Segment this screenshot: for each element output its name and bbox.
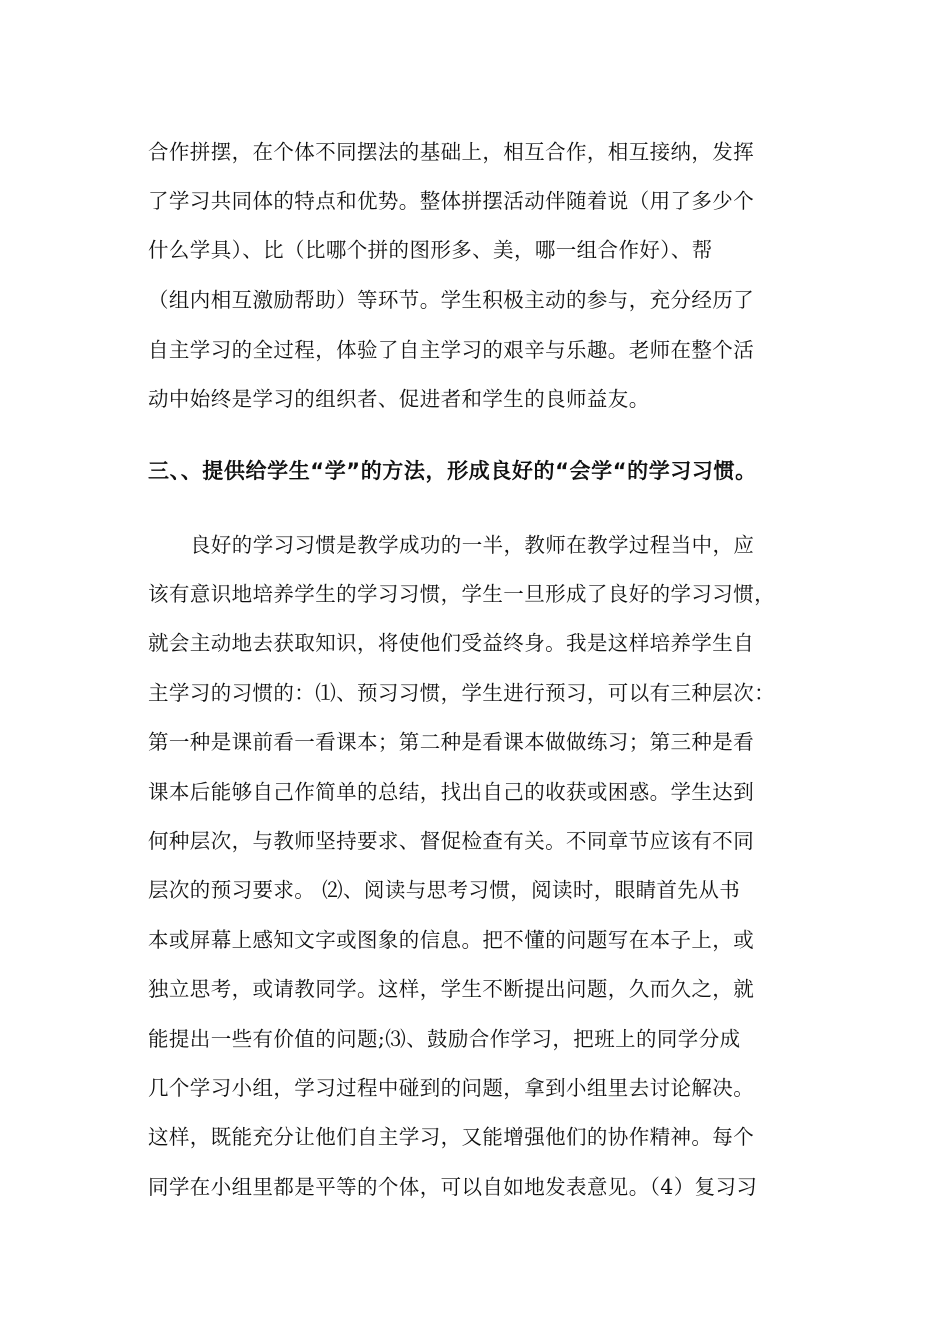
paragraph-line: 了学习共同体的特点和优势。整体拼摆活动伴随着说（用了多少个: [148, 189, 755, 213]
section-heading: 三、、提供给学生“学”的方法，形成良好的“会学“的学习习惯。: [148, 459, 757, 483]
paragraph-line: 独立思考，或请教同学。这样，学生不断提出问题，久而久之，就: [148, 977, 755, 1001]
paragraph-line: 几个学习小组，学习过程中碰到的问题，拿到小组里去讨论解决。: [148, 1076, 755, 1100]
paragraph-line: 良好的学习习惯是教学成功的一半，教师在教学过程当中，应: [190, 533, 755, 557]
paragraph-line: 合作拼摆，在个体不同摆法的基础上，相互合作，相互接纳，发挥: [148, 140, 755, 164]
paragraph-line: 这样，既能充分让他们自主学习，又能增强他们的协作精神。每个: [148, 1125, 755, 1149]
paragraph-line: 动中始终是学习的组织者、促进者和学生的良师益友。: [148, 387, 650, 411]
paragraph-line: 主学习的习惯的：⑴、预习习惯，学生进行预习，可以有三种层次：: [148, 681, 775, 705]
paragraph-line: 层次的预习要求。 ⑵、阅读与思考习惯，阅读时，眼睛首先从书: [148, 878, 741, 902]
paragraph-line: 该有意识地培养学生的学习习惯，学生一旦形成了良好的学习习惯，: [148, 582, 775, 606]
paragraph-line: 自主学习的全过程，体验了自主学习的艰辛与乐趣。老师在整个活: [148, 338, 755, 362]
paragraph-line: 第一种是课前看一看课本；第二种是看课本做做练习；第三种是看: [148, 730, 755, 754]
paragraph-line: 本或屏幕上感知文字或图象的信息。把不懂的问题写在本子上，或: [148, 928, 755, 952]
paragraph-line: 同学在小组里都是平等的个体，可以自如地发表意见。（4）复习习: [148, 1175, 758, 1199]
paragraph-line: 课本后能够自己作简单的总结，找出自己的收获或困惑。学生达到: [148, 780, 755, 804]
paragraph-line: 就会主动地去获取知识，将使他们受益终身。我是这样培养学生自: [148, 631, 755, 655]
paragraph-line: （组内相互激励帮助）等环节。学生积极主动的参与，充分经历了: [148, 288, 755, 312]
paragraph-line: 何种层次，与教师坚持要求、督促检查有关。不同章节应该有不同: [148, 829, 755, 853]
paragraph-line: 能提出一些有价值的问题;⑶、鼓励合作学习，把班上的同学分成: [148, 1027, 741, 1051]
paragraph-line: 什么学具）、比（比哪个拼的图形多、美，哪一组合作好）、帮: [148, 238, 713, 262]
